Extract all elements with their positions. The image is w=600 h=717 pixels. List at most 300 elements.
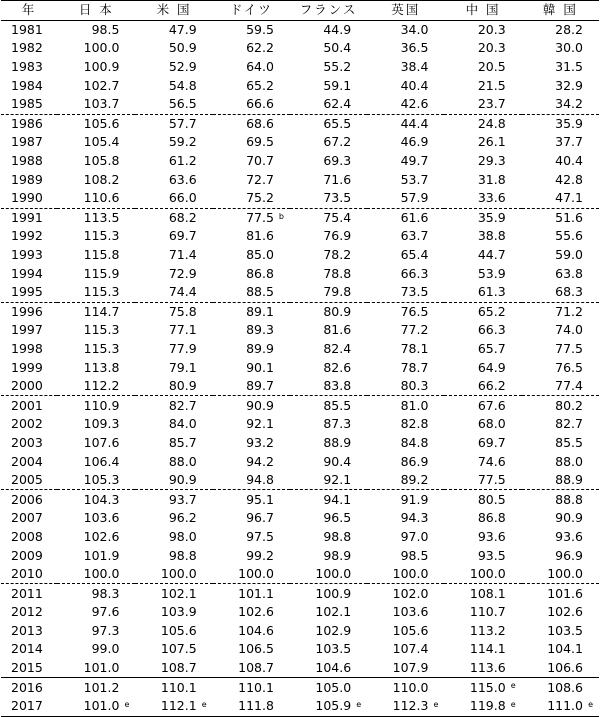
value-text: 77.2 [400, 322, 429, 338]
value-text: 62.2 [246, 40, 274, 56]
value-cell [367, 208, 444, 227]
value-text: 75.8 [168, 303, 197, 319]
value-cell [367, 678, 444, 697]
value-text: 31.8 [477, 171, 506, 187]
value-text: 86.9 [400, 453, 429, 469]
value-text: 81.6 [246, 228, 274, 244]
value-text: 106.5 [238, 641, 274, 657]
table-row [1, 39, 599, 58]
value-cell [135, 528, 212, 547]
year-cell: 1992 [11, 228, 43, 244]
value-text: 108.6 [547, 679, 583, 695]
year-cell: 1998 [11, 340, 43, 356]
table-row [1, 170, 599, 189]
value-text: 104.6 [315, 660, 352, 676]
value-text: 66.2 [477, 378, 506, 394]
value-text: 59.1 [323, 77, 352, 93]
table-row [1, 622, 599, 641]
value-cell [135, 208, 212, 227]
value-text: 68.0 [477, 416, 506, 432]
value-text: 100.9 [315, 585, 352, 601]
value-cell [290, 95, 367, 114]
value-cell [522, 358, 599, 377]
value-cell [135, 678, 212, 697]
year-cell: 1999 [11, 359, 43, 375]
value-cell [522, 528, 599, 547]
table-row [1, 321, 599, 340]
value-cell [444, 283, 521, 302]
value-cell [213, 264, 290, 283]
value-text: 72.7 [246, 171, 274, 187]
value-cell [290, 509, 367, 528]
year-cell: 1989 [11, 171, 43, 187]
value-text: 102.0 [392, 585, 429, 601]
value-text: 101.9 [83, 547, 120, 563]
value-text: 69.3 [323, 153, 352, 169]
value-cell [57, 546, 135, 565]
value-cell [290, 528, 367, 547]
value-text: 66.0 [168, 190, 197, 206]
value-text: 106.6 [547, 660, 583, 676]
value-cell [522, 377, 599, 396]
value-text: 52.9 [168, 59, 197, 75]
value-cell [213, 434, 290, 453]
value-cell [57, 189, 135, 208]
header-year: 年 [1, 1, 57, 21]
value-text: 34.2 [555, 96, 583, 112]
value-cell [444, 471, 521, 490]
value-text: 105.8 [83, 153, 120, 169]
value-text: 90.9 [555, 510, 583, 526]
value-text: 104.1 [547, 641, 583, 657]
value-text: 63.6 [168, 171, 197, 187]
value-text: 77.4 [555, 378, 583, 394]
value-cell [213, 340, 290, 359]
table-row [1, 95, 599, 114]
value-cell [522, 95, 599, 114]
table-row [1, 509, 599, 528]
value-cell [367, 377, 444, 396]
value-cell [57, 358, 135, 377]
value-cell [290, 58, 367, 77]
value-cell [290, 302, 367, 321]
header-japan: 日 本 [57, 1, 135, 21]
header-france: フランス [290, 1, 367, 21]
value-cell [135, 264, 212, 283]
value-cell [57, 528, 135, 547]
value-cell [367, 189, 444, 208]
header-row [1, 1, 599, 21]
value-cell [367, 170, 444, 189]
value-text: 67.6 [477, 397, 506, 413]
value-text: 114.7 [83, 303, 120, 319]
value-cell [522, 283, 599, 302]
value-cell [290, 415, 367, 434]
footnote-mark: e [510, 681, 516, 691]
value-cell [444, 396, 521, 415]
value-text: 80.2 [555, 397, 583, 413]
value-cell [444, 434, 521, 453]
value-cell [367, 697, 444, 716]
value-text: 108.2 [83, 171, 120, 187]
table-row [1, 697, 599, 716]
value-text: 111.8 [238, 698, 274, 714]
table-row [1, 565, 599, 584]
table-row [1, 546, 599, 565]
value-cell [57, 415, 135, 434]
value-text: 20.3 [477, 21, 506, 37]
value-text: 20.5 [477, 59, 506, 75]
value-text: 100.0 [315, 566, 352, 582]
value-cell [135, 114, 212, 133]
value-text: 85.5 [323, 397, 352, 413]
value-cell [213, 377, 290, 396]
value-cell [290, 659, 367, 678]
value-text: 78.2 [323, 247, 352, 263]
value-cell [213, 246, 290, 265]
value-cell [135, 358, 212, 377]
value-text: 77.9 [168, 340, 197, 356]
table-row [1, 208, 599, 227]
value-text: 80.5 [477, 491, 506, 507]
value-cell [444, 58, 521, 77]
value-cell [57, 452, 135, 471]
value-text: 100.0 [469, 566, 506, 582]
value-cell [444, 246, 521, 265]
value-cell [135, 170, 212, 189]
value-cell [213, 490, 290, 509]
value-text: 70.7 [246, 153, 274, 169]
footnote-mark: e [588, 699, 593, 709]
value-cell [444, 452, 521, 471]
value-cell [522, 603, 599, 622]
value-text: 65.7 [477, 340, 506, 356]
value-text: 88.0 [168, 453, 197, 469]
value-text: 115.3 [83, 340, 120, 356]
table-row [1, 659, 599, 678]
year-cell: 2011 [1, 584, 57, 603]
value-text: 82.4 [323, 340, 352, 356]
value-cell [290, 76, 367, 95]
value-cell [367, 434, 444, 453]
footnote-mark: b [278, 211, 284, 221]
header-korea: 韓 国 [522, 1, 599, 21]
value-text: 42.8 [555, 171, 583, 187]
value-text: 115.0 [469, 679, 506, 695]
value-cell [444, 622, 521, 641]
value-text: 105.9 [315, 698, 352, 714]
value-cell [213, 546, 290, 565]
value-cell [135, 565, 212, 584]
year-cell: 1991 [1, 208, 57, 227]
table-row [1, 76, 599, 95]
table-row [1, 152, 599, 171]
value-text: 110.9 [83, 397, 120, 413]
value-cell [522, 302, 599, 321]
value-cell [444, 490, 521, 509]
value-text: 23.7 [477, 96, 506, 112]
table-row [1, 358, 599, 377]
value-text: 62.4 [323, 96, 352, 112]
value-cell [522, 622, 599, 641]
value-cell [290, 20, 367, 39]
value-cell [213, 302, 290, 321]
value-cell [444, 377, 521, 396]
value-text: 36.5 [400, 40, 429, 56]
value-cell [522, 246, 599, 265]
value-cell [444, 20, 521, 39]
value-text: 21.5 [477, 77, 506, 93]
value-text: 81.6 [323, 322, 352, 338]
footnote-mark: e [356, 699, 362, 709]
value-cell [57, 114, 135, 133]
value-cell [367, 20, 444, 39]
value-text: 107.6 [83, 434, 120, 450]
year-cell: 2016 [1, 678, 57, 697]
value-cell [367, 302, 444, 321]
value-text: 119.8 [469, 698, 506, 714]
value-text: 85.0 [246, 247, 274, 263]
value-text: 80.3 [400, 378, 429, 394]
value-text: 24.8 [477, 115, 506, 131]
value-text: 115.9 [83, 265, 120, 281]
value-cell [213, 20, 290, 39]
value-cell [290, 396, 367, 415]
value-cell [444, 509, 521, 528]
value-cell [367, 659, 444, 678]
value-cell [290, 584, 367, 603]
year-cell: 1981 [11, 21, 43, 37]
value-text: 76.9 [323, 228, 352, 244]
value-text: 87.3 [323, 416, 352, 432]
value-cell [290, 264, 367, 283]
value-text: 107.4 [392, 641, 429, 657]
value-cell [290, 208, 367, 227]
value-text: 47.9 [168, 21, 197, 37]
year-cell: 1983 [11, 59, 43, 75]
value-cell [135, 640, 212, 659]
header-uk: 英国 [367, 1, 444, 21]
value-cell [135, 321, 212, 340]
value-cell [135, 546, 212, 565]
year-cell: 2017 [1, 697, 57, 716]
value-text: 89.9 [246, 340, 274, 356]
value-cell [57, 340, 135, 359]
value-cell [367, 584, 444, 603]
value-cell [367, 415, 444, 434]
value-text: 107.9 [392, 660, 429, 676]
value-text: 29.3 [477, 153, 506, 169]
value-text: 55.6 [555, 228, 583, 244]
table-row [1, 246, 599, 265]
value-cell [444, 302, 521, 321]
value-cell [290, 189, 367, 208]
value-cell [290, 283, 367, 302]
value-text: 78.7 [400, 359, 429, 375]
value-text: 93.7 [168, 491, 197, 507]
value-text: 90.9 [246, 397, 274, 413]
value-text: 100.0 [392, 566, 429, 582]
value-text: 115.3 [83, 322, 120, 338]
value-text: 82.6 [323, 359, 352, 375]
value-cell [522, 189, 599, 208]
value-text: 93.5 [477, 547, 506, 563]
value-cell [290, 697, 367, 716]
value-text: 71.4 [168, 247, 197, 263]
value-cell [444, 39, 521, 58]
year-cell: 2004 [11, 453, 43, 469]
value-cell [135, 95, 212, 114]
value-cell [213, 321, 290, 340]
value-cell [290, 114, 367, 133]
value-cell [444, 189, 521, 208]
value-text: 113.2 [469, 622, 506, 638]
value-text: 108.1 [469, 585, 506, 601]
value-cell [522, 114, 599, 133]
value-text: 84.0 [168, 416, 197, 432]
value-text: 81.0 [400, 397, 429, 413]
value-text: 67.2 [323, 134, 352, 150]
year-cell: 2007 [11, 510, 43, 526]
value-text: 96.9 [555, 547, 583, 563]
value-cell [57, 246, 135, 265]
value-cell [444, 603, 521, 622]
value-text: 66.6 [246, 96, 274, 112]
table-row [1, 58, 599, 77]
value-cell [522, 58, 599, 77]
value-cell [290, 678, 367, 697]
value-cell [290, 358, 367, 377]
value-text: 47.1 [555, 190, 583, 206]
table-row [1, 133, 599, 152]
header-china: 中 国 [444, 1, 521, 21]
value-cell [522, 321, 599, 340]
value-cell [213, 76, 290, 95]
value-text: 38.4 [400, 59, 429, 75]
value-cell [57, 302, 135, 321]
value-cell [522, 415, 599, 434]
value-text: 90.4 [323, 453, 352, 469]
value-cell [444, 697, 521, 716]
value-cell [57, 170, 135, 189]
value-text: 101.2 [83, 679, 120, 695]
value-cell [213, 189, 290, 208]
value-text: 44.9 [323, 21, 352, 37]
value-cell [213, 659, 290, 678]
value-text: 61.3 [477, 284, 506, 300]
value-text: 80.9 [323, 303, 352, 319]
year-cell: 1997 [11, 322, 43, 338]
value-cell [135, 622, 212, 641]
value-cell [57, 95, 135, 114]
value-cell [290, 246, 367, 265]
value-cell [135, 584, 212, 603]
value-cell [57, 283, 135, 302]
header-usa: 米 国 [135, 1, 212, 21]
value-text: 75.2 [246, 190, 274, 206]
value-text: 82.7 [168, 397, 197, 413]
value-text: 105.6 [160, 622, 197, 638]
table-row [1, 189, 599, 208]
value-text: 31.5 [555, 59, 583, 75]
value-text: 28.2 [555, 21, 583, 37]
table-row [1, 20, 599, 39]
value-cell [135, 283, 212, 302]
value-cell [367, 39, 444, 58]
value-text: 42.6 [400, 96, 429, 112]
value-cell [290, 452, 367, 471]
table-row [1, 415, 599, 434]
value-cell [367, 246, 444, 265]
value-cell [135, 490, 212, 509]
value-cell [367, 509, 444, 528]
value-text: 78.1 [400, 340, 429, 356]
value-cell [213, 95, 290, 114]
value-cell [135, 227, 212, 246]
table-row [1, 603, 599, 622]
value-cell [444, 264, 521, 283]
value-text: 104.6 [238, 622, 274, 638]
value-cell [290, 471, 367, 490]
value-cell [522, 396, 599, 415]
value-cell [290, 133, 367, 152]
value-text: 26.1 [477, 134, 506, 150]
value-text: 113.6 [469, 660, 506, 676]
value-text: 73.5 [323, 190, 352, 206]
value-cell [213, 152, 290, 171]
value-cell [444, 659, 521, 678]
table-row [1, 227, 599, 246]
year-cell: 1996 [1, 302, 57, 321]
value-text: 57.7 [168, 115, 197, 131]
value-text: 80.9 [168, 378, 197, 394]
value-text: 110.1 [160, 679, 197, 695]
value-text: 102.6 [547, 604, 583, 620]
value-cell [522, 340, 599, 359]
value-cell [135, 133, 212, 152]
year-cell: 2000 [11, 378, 43, 394]
value-text: 102.6 [83, 528, 120, 544]
value-text: 94.3 [400, 510, 429, 526]
value-text: 88.9 [555, 472, 583, 488]
header-germany: ドイツ [213, 1, 290, 21]
year-cell: 1990 [11, 190, 43, 206]
value-cell [522, 227, 599, 246]
value-cell [367, 452, 444, 471]
value-cell [57, 471, 135, 490]
value-text: 33.6 [477, 190, 506, 206]
value-cell [57, 603, 135, 622]
year-cell: 2008 [11, 528, 43, 544]
value-cell [213, 283, 290, 302]
table-row [1, 640, 599, 659]
value-text: 103.5 [315, 641, 352, 657]
value-text: 66.3 [477, 322, 506, 338]
year-cell: 2001 [1, 396, 57, 415]
value-cell [290, 546, 367, 565]
value-cell [367, 528, 444, 547]
value-text: 102.7 [83, 77, 120, 93]
value-text: 111.0 [547, 698, 583, 714]
value-cell [57, 152, 135, 171]
value-cell [213, 528, 290, 547]
value-text: 74.6 [477, 453, 506, 469]
value-text: 32.9 [555, 77, 583, 93]
value-text: 112.3 [392, 698, 429, 714]
value-text: 69.7 [477, 434, 506, 450]
value-cell [57, 622, 135, 641]
value-cell [367, 340, 444, 359]
